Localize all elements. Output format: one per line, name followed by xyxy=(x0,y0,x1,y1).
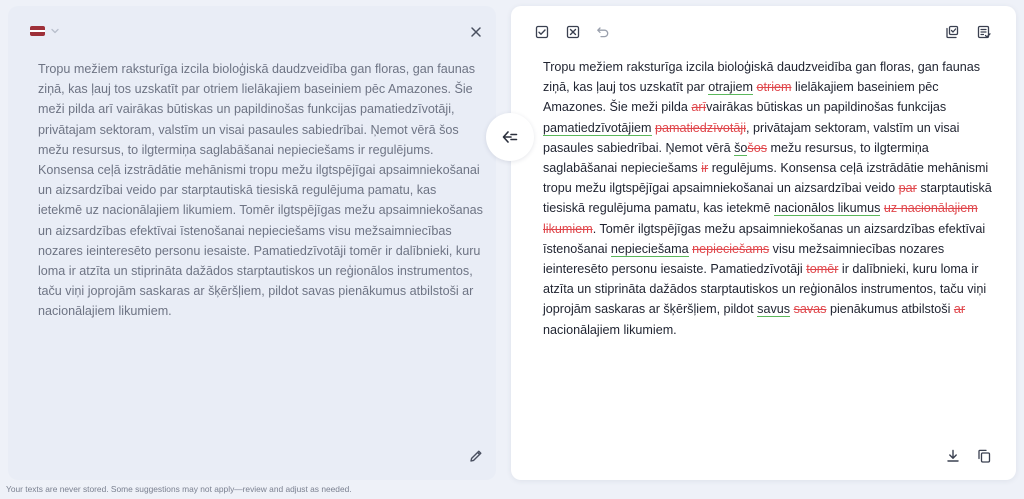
download-icon[interactable] xyxy=(945,448,961,464)
source-panel xyxy=(8,6,496,480)
text-span: visu mežsaimniecības nozares ieinteresēto personu iesaiste. Pamatiedzīvotāji xyxy=(543,241,945,277)
text-span: nacionālajiem likumiem. xyxy=(543,322,677,337)
arrow-left-lines-icon xyxy=(501,128,519,146)
latvian-flag-icon xyxy=(30,26,45,36)
suggestion-deletion[interactable]: savas xyxy=(793,302,827,317)
text-span: ir dalībnieki, kuru loma ir atzīta un stiprināta dažādos starptautiskos un reģionālos instrumentos, taču viņi joprojām saskaras ar šķēršļiem, pildot xyxy=(543,262,987,317)
text-span: starptautiskā tiesiskā regulējuma pamatu, kas ietekmē xyxy=(543,181,992,216)
text-span: . Tomēr ilgtspējīgas mežu apsaimniekošanas un aizsardzības efektīvai īstenošanai xyxy=(543,221,986,256)
language-selector[interactable] xyxy=(30,26,60,36)
suggestion-insertion[interactable]: nepieciešama xyxy=(610,241,689,256)
suggestion-deletion[interactable]: tomēr xyxy=(806,262,839,277)
suggestion-insertion[interactable]: nacionālos likumus xyxy=(774,201,881,216)
source-text[interactable]: Tropu mežiem raksturīga izcila bioloģiskā daudzveidība gan floras, gan faunas ziņā, kas ļauj tos uzskatīt par otriem lielākajiem baseiniem pēc Amazones. Šie meži pilda arī vairākas būtiskas un papildinošas funkcijas pamatiedzīvotāji, privātajam sektoram, valstīm un visai pasaules sabiedrībai. Ņemot vērā šos mežu resursus, to ilgtermiņa saglabāšanai nepieciešams ir regulējums. Konsensa ceļā izstrādātie mehānismi tropu mežu ilgtspējīgai apsaimniekošanai un aizsardzībai veido par starptautiskā tiesiskā regulējuma pamatu, kas ietekmē uz nacionālajiem likumiem. Tomēr ilgtspējīgas mežu apsaimniekošanas un aizsardzības efektīvai īstenošanai nepieciešams visu mežsaimniecības nozares ieinteresēto personu iesaiste. Pamatiedzīvotāji tomēr ir dalībnieki, kuru loma ir atzīta un stiprināta dažādos starptautiskos un reģionālos instrumentos, taču viņi joprojām saskaras ar šķēršļiem, pildot savas pienākumus atbilstoši ar nacionālajiem likumiem. xyxy=(38,62,483,319)
suggestion-insertion[interactable]: šo xyxy=(734,140,748,155)
document-check-icon[interactable] xyxy=(976,24,992,40)
suggestion-deletion[interactable]: arī xyxy=(691,100,707,115)
suggestion-deletion[interactable]: otriem xyxy=(756,80,792,95)
pencil-icon[interactable] xyxy=(468,448,484,464)
suggestion-deletion[interactable]: ir xyxy=(701,161,709,176)
suggestion-deletion[interactable]: šos xyxy=(747,140,768,155)
output-panel xyxy=(511,6,1016,480)
corrected-text[interactable] xyxy=(543,57,993,340)
text-span: regulējums. Konsensa ceļā izstrādātie mehānismi tropu mežu ilgtspējīgai apsaimniekošanai un aizsardzībai veido xyxy=(543,161,989,196)
suggestion-deletion[interactable]: nepieciešams xyxy=(692,241,770,256)
accept-all-icon[interactable] xyxy=(534,24,550,40)
suggestion-insertion[interactable]: otrajiem xyxy=(708,80,753,95)
text-span: Tropu mežiem raksturīga izcila bioloģiskā daudzveidība gan floras, gan faunas ziņā, kas ļauj tos uzskatīt par xyxy=(543,60,981,95)
suggestion-insertion[interactable]: pamatiedzīvotājiem xyxy=(543,120,652,135)
close-icon[interactable] xyxy=(468,24,484,40)
text-span: lielākajiem baseiniem pēc Amazones. Šie meži pilda xyxy=(543,80,939,115)
text-span: mežu resursus, to ilgtermiņa saglabāšanai nepieciešams xyxy=(543,140,929,176)
copy-icon[interactable] xyxy=(976,448,992,464)
suggestion-deletion[interactable]: pamatiedzīvotāji xyxy=(655,120,747,135)
suggestion-insertion[interactable]: savus xyxy=(757,302,791,317)
text-span: pienākumus atbilstoši xyxy=(826,302,954,317)
apply-arrow-button[interactable] xyxy=(486,113,534,161)
privacy-note: Your texts are never stored. Some suggestions may not apply—review and adjust as needed. xyxy=(6,484,352,494)
text-span: , privātajam sektoram, valstīm un visai pasaules sabiedrībai. Ņemot vērā xyxy=(543,120,960,155)
suggestion-deletion[interactable]: par xyxy=(898,181,917,196)
undo-icon[interactable] xyxy=(595,24,611,40)
checklist-icon[interactable] xyxy=(944,24,960,40)
text-span: vairākas būtiskas un papildinošas funkcijas xyxy=(706,100,947,115)
suggestion-deletion[interactable]: uz nacionālajiem likumiem xyxy=(543,201,978,236)
suggestion-deletion[interactable]: ar xyxy=(953,302,966,317)
chevron-down-icon xyxy=(50,26,60,36)
reject-all-icon[interactable] xyxy=(565,24,581,40)
